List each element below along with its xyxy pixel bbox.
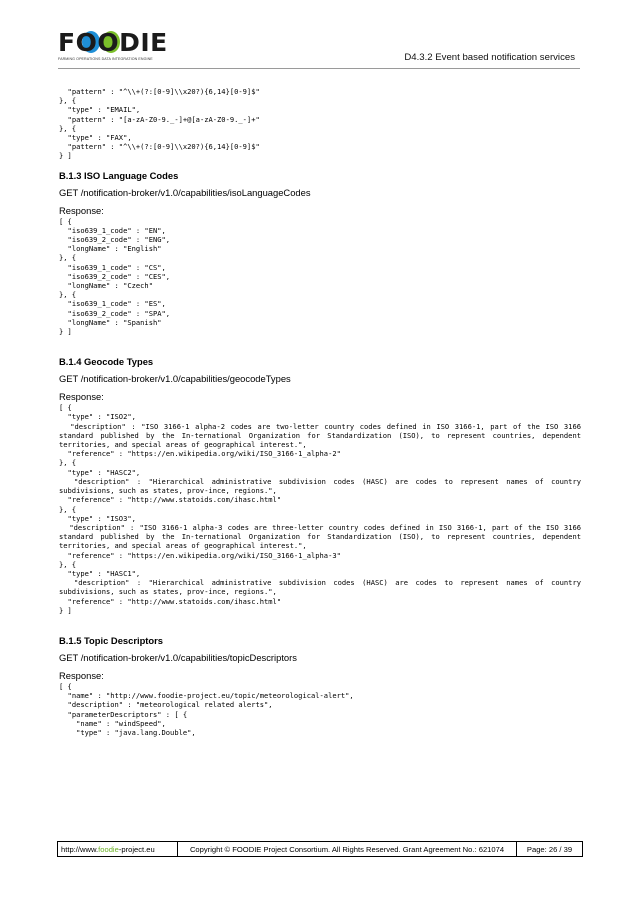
request-line: GET /notification-broker/v1.0/capabilities/isoLanguageCodes	[59, 186, 311, 198]
footer-url-prefix: http://www.	[61, 844, 99, 854]
header-divider	[58, 68, 580, 69]
response-label: Response:	[59, 204, 104, 216]
footer-url-suffix: -project.eu	[118, 844, 155, 854]
logo-tagline: FARMING OPERATIONS DATA INTEGRATION ENGINE	[58, 57, 153, 61]
code-block-top: "pattern" : "^\\+(?:[0-9]\\x20?){6,14}[0-9]$" }, { "type" : "EMAIL", "pattern" : "[a-zA-Z0-9._-]+@[a-zA-Z0-9._-]+" }, { "type" : "FAX", "pattern" : "^\\+(?:[0-9]\\x20?){6,14}[0-9]$" } ]	[59, 87, 260, 161]
code-block: [ { "name" : "http://www.foodie-project.eu/topic/meteorological-alert", "description" : "meteorological related alerts", "parameterDescriptors" : [ { "name" : "windSpeed", "type" : "java.lang.Double",	[59, 681, 354, 737]
section-title: B.1.3 ISO Language Codes	[59, 169, 179, 181]
footer-url-highlight: foodie	[98, 844, 119, 854]
logo	[58, 30, 170, 66]
request-line: GET /notification-broker/v1.0/capabilities/geocodeTypes	[59, 373, 291, 385]
code-block: [ { "type" : "ISO2", "description" : "ISO 3166-1 alpha-2 codes are two-letter country codes defined in ISO 3166-1, part of the ISO 3166 standard published by the In-ternational Organization for Standardization (ISO), to represent countries, dependent territories, and special areas of geographical interest.", "reference" : "https://en.wikipedia.org/wiki/ISO_3166-1_alpha-2" }, { "type" : "HASC2", "description" : "Hierarchical administrative subdivision codes (HASC) are codes to represent names of country subdivisions, such as states, prov-ince, regions.", "reference" : "http://www.statoids.com/ihasc.html" }, { "type" : "ISO3", "description" : "ISO 3166-1 alpha-3 codes are three-letter country codes defined in ISO 3166-1, part of the ISO 3166 standard published by the In-ternational Organization for Standardization (ISO), to represent countries, dependent territories, and special areas of geographical interest.", "reference" : "https://en.wikipedia.org/wiki/ISO_3166-1_alpha-3" }, { "type" : "HASC1", "description" : "Hierarchical administrative subdivision codes (HASC) are codes to represent names of country subdivisions, such as states, prov-ince, regions.", "reference" : "http://www.statoids.com/ihasc.html" } ]	[59, 403, 582, 615]
response-label: Response:	[59, 669, 104, 681]
page-footer	[57, 841, 583, 857]
document-reference: D4.3.2 Event based notification services	[404, 52, 575, 63]
logo-text: FOODIE	[58, 28, 168, 57]
section-title: B.1.4 Geocode Types	[59, 356, 154, 368]
page-number: Page: 26 / 39	[526, 844, 573, 854]
response-label: Response:	[59, 391, 104, 403]
footer-copyright: Copyright © FOODIE Project Consortium. All Rights Reserved. Grant Agreement No.: 621074	[178, 842, 517, 856]
section-title: B.1.5 Topic Descriptors	[59, 634, 164, 646]
footer-url[interactable]	[58, 842, 178, 856]
page-content	[59, 87, 581, 737]
code-block: [ { "iso639_1_code" : "EN", "iso639_2_code" : "ENG", "longName" : "English" }, { "iso639_1_code" : "CS", "iso639_2_code" : "CES", "longName" : "Czech" }, { "iso639_1_code" : "ES", "iso639_2_code" : "SPA", "longName" : "Spanish" } ]	[59, 216, 171, 337]
request-line: GET /notification-broker/v1.0/capabilities/topicDescriptors	[59, 651, 297, 663]
